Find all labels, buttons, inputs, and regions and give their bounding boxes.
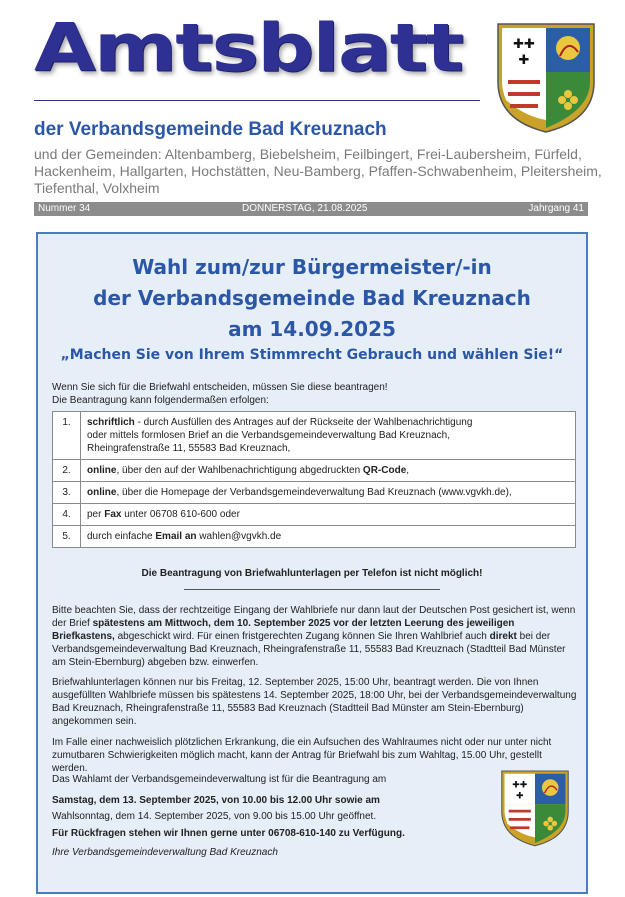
masthead-subtitle: der Verbandsgemeinde Bad Kreuznach — [34, 119, 387, 140]
contact-phone: Für Rückfragen stehen wir Ihnen gerne unter 06708-610-140 zu Verfügung. — [52, 828, 405, 839]
option-number: 1. — [53, 412, 81, 460]
svg-text:✚: ✚ — [515, 791, 524, 802]
heading-line-2: der Verbandsgemeinde Bad Kreuznach — [93, 286, 531, 310]
issue-number: Nummer 34 — [38, 203, 91, 214]
masthead-towns: und der Gemeinden: Altenbamberg, Biebelsheim, Feilbingert, Frei-Laubersheim, Fürfeld, Hackenheim, Hallgarten, Hochstätten, Neu-Bamberg, Pfaffen-Schwabenheim, Pleitersheim, Tiefenthal, Volxheim — [34, 146, 602, 196]
option-number: 2. — [53, 460, 81, 482]
option-keyword: Email an — [155, 531, 197, 542]
heading-line-3: am 14.09.2025 — [228, 317, 396, 341]
option-row — [53, 504, 576, 526]
logo-divider — [34, 100, 480, 101]
option-number: 5. — [53, 526, 81, 548]
notice-slogan: „Machen Sie von Ihrem Stimmrecht Gebrauch und wählen Sie!“ — [60, 347, 564, 363]
application-options-table — [52, 411, 576, 548]
option-row — [53, 412, 576, 460]
issue-date: DONNERSTAG, 21.08.2025 — [242, 203, 368, 214]
deadline-paragraph: Bitte beachten Sie, dass der rechtzeitige Eingang der Wahlbriefe nur dann laut der Deutschen Post gesichert ist, wenn der Brief spätestens am Mittwoch, dem 10. September 2025 vor der letzten Leerung des jeweiligen Briefkastens, abgeschickt wird. Für einen fristgerechten Zugang können Sie Ihren Wahlbrief auch direkt bei der Verbandsgemeindeverwaltung Bad Kreuznach, Rheingrafenstraße 11, 55583 Bad Kreuznach (Stadtteil Bad Münster am Stein-Ebernburg) abgeben bzw. einwerfen. — [52, 605, 576, 668]
notice-heading — [38, 252, 586, 345]
option-text: schriftlich - durch Ausfüllen des Antrages auf der Rückseite der Wahlbenachrichtigung oder mittels formlosen Brief an die Verbandsgemeindeverwaltung Bad Kreuznach, Rheingrafenstraße 11, 55583 Bad Kreuznach, — [81, 412, 576, 460]
svg-text:✚✚: ✚✚ — [513, 37, 535, 52]
option-text: per Fax unter 06708 610-600 oder — [81, 504, 576, 526]
saturday-hours: Samstag, dem 13. September 2025, von 10.00 bis 12.00 Uhr sowie am — [52, 795, 380, 806]
option-keyword: online — [87, 487, 117, 498]
divider — [184, 589, 440, 590]
election-sunday-hours: Wahlsonntag, dem 14. September 2025, von 9.00 bis 15.00 Uhr geöffnet. — [52, 811, 377, 822]
election-notice — [36, 232, 588, 894]
option-row — [53, 526, 576, 548]
option-keyword: schriftlich — [87, 417, 135, 428]
option-number: 3. — [53, 482, 81, 504]
option-text: online, über den auf der Wahlbenachrichtigung abgedruckten QR-Code, — [81, 460, 576, 482]
intro-line-1: Wenn Sie sich für die Briefwahl entscheiden, müssen Sie diese beantragen! — [52, 382, 388, 393]
intro-line-2: Die Beantragung kann folgendermaßen erfolgen: — [52, 395, 269, 406]
coat-of-arms-icon — [494, 20, 598, 135]
intro-text — [52, 381, 578, 407]
option-keyword: Fax — [104, 509, 122, 520]
issue-year: Jahrgang 41 — [528, 203, 584, 214]
option-text: online, über die Homepage der Verbandsgemeindeverwaltung Bad Kreuznach (www.vgvkh.de), — [81, 482, 576, 504]
masthead — [0, 0, 625, 210]
option-text: durch einfache Email an wahlen@vgvkh.de — [81, 526, 576, 548]
option-row — [53, 482, 576, 504]
issue-info-bar — [34, 202, 588, 216]
illness-paragraph: Im Falle einer nachweislich plötzlichen Erkrankung, die ein Aufsuchen des Wahlraumes nicht oder nur unter nicht zumutbaren Schwierigkeiten möglich macht, kann der Antrag für Briefwahl bis zum Wahltag, 15.00 Uhr, gestellt werden. — [52, 737, 552, 774]
option-keyword: online — [87, 465, 117, 476]
phone-not-possible-note: Die Beantragung von Briefwahlunterlagen per Telefon ist nicht möglich! — [141, 568, 483, 579]
masthead-logo: Amtsblatt — [34, 9, 463, 87]
coat-of-arms-icon — [499, 768, 571, 848]
signature: Ihre Verbandsgemeindeverwaltung Bad Kreuznach — [52, 847, 278, 858]
svg-text:✚: ✚ — [518, 53, 530, 68]
heading-line-1: Wahl zum/zur Bürgermeister/-in — [132, 255, 492, 279]
option-number: 4. — [53, 504, 81, 526]
office-hours-intro: Das Wahlamt der Verbandsgemeindeverwaltung ist für die Beantragung am — [52, 774, 387, 785]
option-row — [53, 460, 576, 482]
svg-text:✚✚: ✚✚ — [512, 780, 528, 791]
application-deadline-paragraph: Briefwahlunterlagen können nur bis Freitag, 12. September 2025, 15:00 Uhr, beantragt werden. Die von Ihnen ausgefüllten Wahlbriefe müssen bis spätestens 14. September 2025, 18:00 Uhr, bei der Verbandsgemeindeverwaltung Bad Kreuznach, Rheingrafenstraße 11, 55583 Bad Kreuznach (Stadtteil Bad Münster am Stein-Ebernburg) angekommen sein. — [52, 677, 577, 727]
